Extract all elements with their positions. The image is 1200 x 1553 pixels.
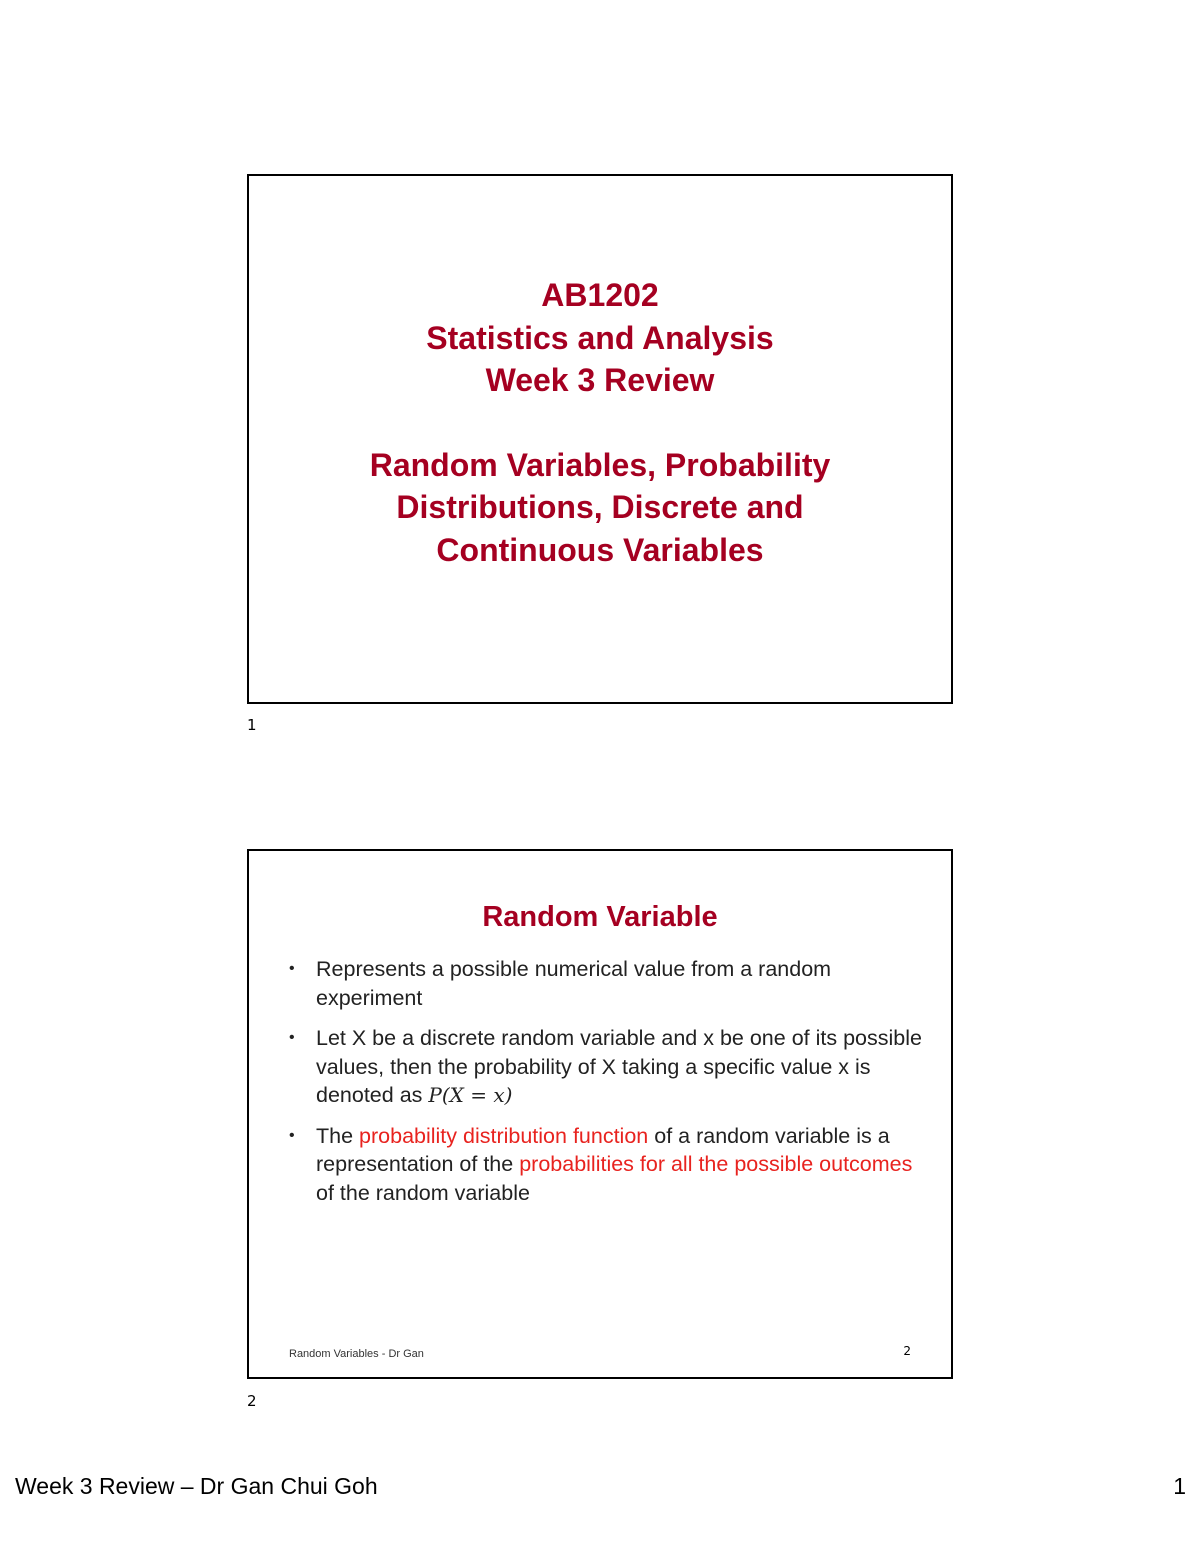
week-title: Week 3 Review (485, 362, 715, 398)
bullet-3-text-b: of a random variable is a representation of the (316, 1123, 890, 1176)
slide-2-caption: 2 (247, 1392, 257, 1410)
slide-1-title-block (249, 274, 951, 571)
title-spacer (249, 402, 951, 444)
topic-line-3: Continuous Variables (436, 531, 764, 568)
bullet-item (289, 1024, 929, 1110)
slide-2-inner-number: 2 (903, 1344, 911, 1358)
bullet-1-text: Represents a possible numerical value from a random experiment (316, 957, 832, 1010)
bullet-3-text-c: of the random variable (316, 1180, 530, 1205)
highlight-pdf: probability distribution function (359, 1123, 649, 1148)
bullet-icon: • (289, 1126, 295, 1144)
bullet-3-text-a: The (316, 1123, 360, 1148)
bullet-list (289, 955, 929, 1219)
course-code: AB1202 (541, 277, 659, 313)
page-number: 1 (1173, 1473, 1186, 1499)
bullet-item (289, 1122, 929, 1208)
topic-line-2: Distributions, Discrete and (396, 489, 804, 525)
page-footer-title: Week 3 Review – Dr Gan Chui Goh (15, 1473, 378, 1499)
bullet-icon: • (289, 960, 295, 977)
bullet-icon: • (289, 1029, 295, 1046)
course-name: Statistics and Analysis (426, 319, 774, 356)
topic-line-1: Random Variables, Probability (369, 446, 831, 483)
bullet-item (289, 955, 929, 1012)
probability-formula: P(X = x) (428, 1083, 513, 1107)
slide-1-caption: 1 (247, 716, 257, 734)
bullet-2-text: Let X be a discrete random variable and x be one of its possible values, then the probability of X taking a specific value x is denoted as (316, 1026, 922, 1107)
slide-1 (247, 174, 953, 704)
slide-2-footer: Random Variables - Dr Gan (289, 1348, 424, 1360)
slide-2-heading: Random Variable (482, 901, 718, 933)
slide-2 (247, 849, 953, 1379)
highlight-outcomes: probabilities for all the possible outcomes (519, 1152, 913, 1176)
